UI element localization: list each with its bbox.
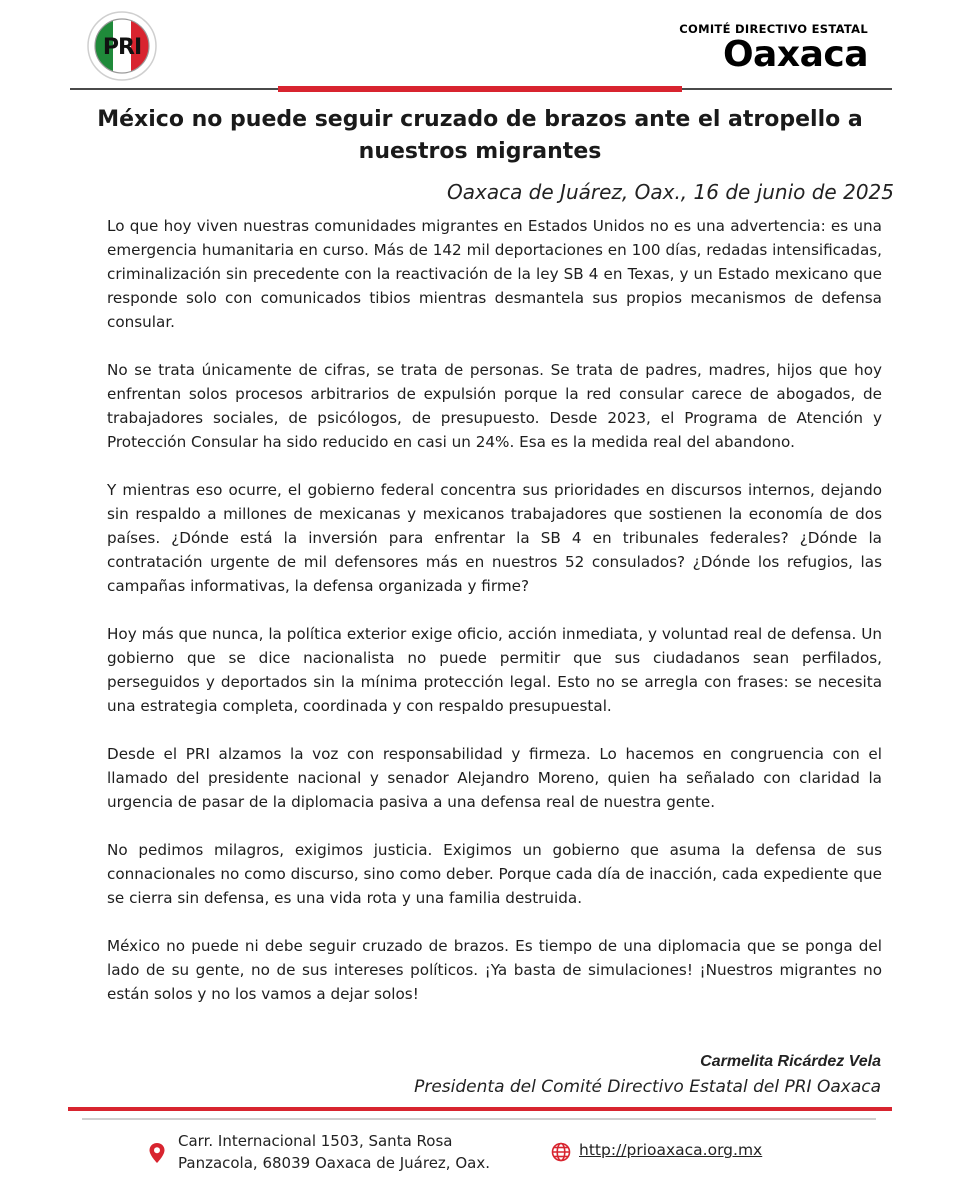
- footer-address: [178, 1130, 490, 1174]
- committee-label: COMITÉ DIRECTIVO ESTATAL: [679, 22, 868, 36]
- place-date: Oaxaca de Juárez, Oax., 16 de junio de 2025: [446, 180, 894, 204]
- globe-icon: [551, 1142, 571, 1162]
- paragraph: Y mientras eso ocurre, el gobierno federal concentra sus prioridades en discursos internos, dejando sin respaldo a millones de mexicanas y mexicanos trabajadores que sostienen la economía de dos países. ¿Dónde está la inversión para enfrentar la SB 4 en tribunales federales? ¿Dónde la contratación urgente de mil defensores más en nuestros 52 consulados? ¿Dónde los refugios, las campañas informativas, la defensa organizada y firme?: [107, 481, 882, 595]
- paragraph: No pedimos milagros, exigimos justicia. Exigimos un gobierno que asuma la defensa de sus connacionales no como discurso, sino como deber. Porque cada día de inacción, cada expediente que se cierra sin defensa, es una vida rota y una familia destruida.: [107, 841, 882, 907]
- address-line: Carr. Internacional 1503, Santa Rosa: [178, 1132, 453, 1150]
- location-pin-icon: [148, 1142, 166, 1164]
- committee-brand: [679, 22, 868, 74]
- footer-divider: [82, 1118, 876, 1120]
- state-name: Oaxaca: [722, 34, 868, 75]
- logo-text: PRI: [102, 35, 142, 60]
- address-line: Panzacola, 68039 Oaxaca de Juárez, Oax.: [178, 1154, 490, 1172]
- website-link[interactable]: http://prioaxaca.org.mx: [579, 1141, 763, 1159]
- signatory-role: Presidenta del Comité Directivo Estatal del PRI Oaxaca: [414, 1077, 881, 1097]
- paragraph: Lo que hoy viven nuestras comunidades migrantes en Estados Unidos no es una advertencia: es una emergencia humanitaria en curso. Más de 142 mil deportaciones en 100 días, redadas intensificadas, criminalización sin precedente con la reactivación de la ley SB 4 en Texas, y un Estado mexicano que responde solo con comunicados tibios mientras desmantela sus propios mecanismos de defensa consular.: [107, 217, 882, 331]
- footer-accent-bar: [68, 1107, 892, 1111]
- header-accent-bar: [278, 86, 682, 92]
- document-title: México no puede seguir cruzado de brazos ante el atropello a nuestros migrantes: [97, 107, 863, 164]
- paragraph: Hoy más que nunca, la política exterior exige oficio, acción inmediata, y voluntad real de defensa. Un gobierno que se dice nacionalista no puede permitir que sus ciudadanos sean perfilados, perseguidos y deportados sin la mínima protección legal. Esto no se arregla con frases: se necesita una estrategia completa, coordinada y con respaldo presupuestal.: [107, 625, 882, 715]
- signatory-name: Carmelita Ricárdez Vela: [700, 1053, 881, 1070]
- pri-logo: [86, 10, 158, 82]
- paragraph: México no puede ni debe seguir cruzado de brazos. Es tiempo de una diplomacia que se ponga del lado de su gente, no de sus intereses políticos. ¡Ya basta de simulaciones! ¡Nuestros migrantes no están solos y no los vamos a dejar solos!: [107, 937, 882, 1003]
- paragraph: Desde el PRI alzamos la voz con responsabilidad y firmeza. Lo hacemos en congruencia con el llamado del presidente nacional y senador Alejandro Moreno, quien ha señalado con claridad la urgencia de pasar de la diplomacia pasiva a una defensa real de nuestra gente.: [107, 745, 882, 811]
- document-body: [107, 214, 882, 1030]
- paragraph: No se trata únicamente de cifras, se trata de personas. Se trata de padres, madres, hijos que hoy enfrentan solos procesos arbitrarios de expulsión porque la red consular carece de abogados, de trabajadores sociales, de psicólogos, de presupuesto. Desde 2023, el Programa de Atención y Protección Consular ha sido reducido en casi un 24%. Esa es la medida real del abandono.: [107, 361, 882, 451]
